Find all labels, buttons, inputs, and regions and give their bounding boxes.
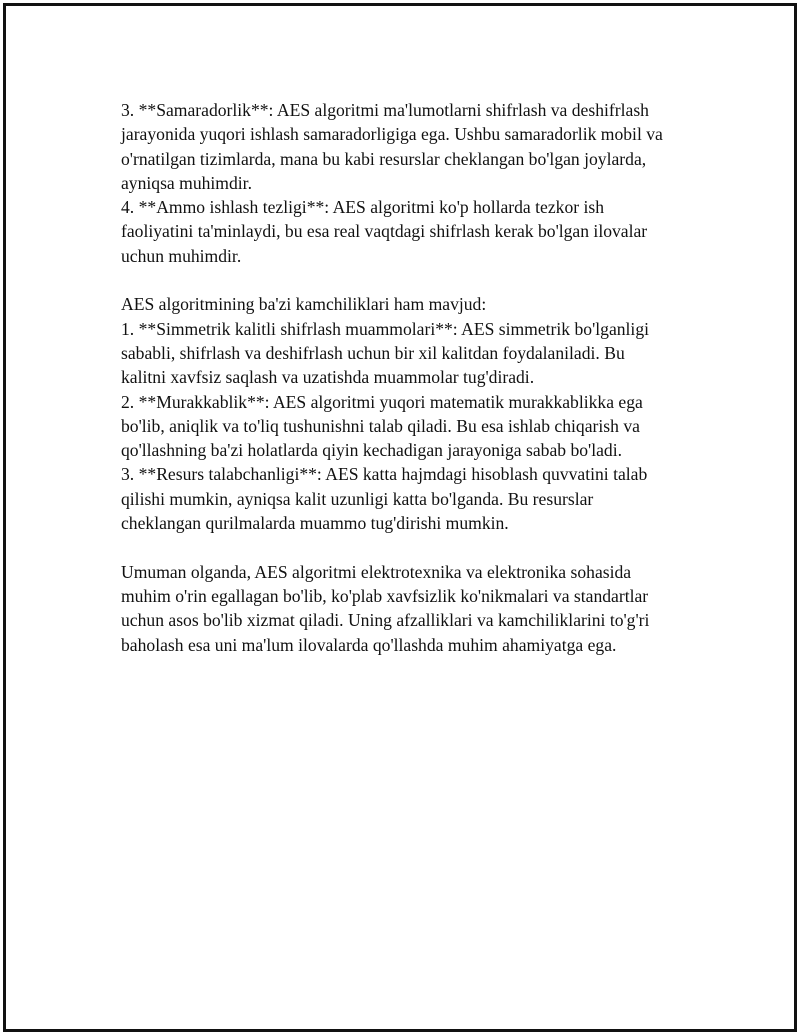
text-line: uchun muhimdir. bbox=[121, 245, 242, 266]
paragraph-conclusion bbox=[121, 560, 701, 657]
text-line: 2. **Murakkablik**: AES algoritmi yuqori matematik murakkablikka ega bbox=[121, 391, 643, 412]
paragraph-spacer bbox=[121, 268, 701, 292]
text-line: 3. **Resurs talabchanligi**: AES katta hajmdagi hisoblash quvvatini talab bbox=[121, 464, 648, 485]
text-line: qilishi mumkin, ayniqsa kalit uzunligi katta bo'lganda. Bu resurslar bbox=[121, 488, 594, 509]
text-line: bo'lib, aniqlik va to'liq tushunishni talab qiladi. Bu esa ishlab chiqarish va bbox=[121, 415, 640, 436]
text-line: qo'llashning ba'zi holatlarda qiyin kechadigan jarayoniga sabab bo'ladi. bbox=[121, 440, 623, 461]
text-line: 1. **Simmetrik kalitli shifrlash muammolari**: AES simmetrik bo'lganligi bbox=[121, 318, 650, 339]
text-line: jarayonida yuqori ishlash samaradorligiga ega. Ushbu samaradorlik mobil va bbox=[121, 124, 663, 145]
paragraph-spacer bbox=[121, 535, 701, 559]
text-line: AES algoritmining ba'zi kamchiliklari ham mavjud: bbox=[121, 294, 487, 315]
text-line: 3. **Samaradorlik**: AES algoritmi ma'lumotlarni shifrlash va deshifrlash bbox=[121, 100, 649, 120]
paragraph-disadvantages bbox=[121, 292, 701, 535]
text-line: o'rnatilgan tizimlarda, mana bu kabi resurslar cheklangan bo'lgan joylarda, bbox=[121, 148, 647, 169]
text-line: kalitni xavfsiz saqlash va uzatishda muammolar tug'diradi. bbox=[121, 367, 535, 388]
text-line: faoliyatini ta'minlaydi, bu esa real vaqtdagi shifrlash kerak bo'lgan ilovalar bbox=[121, 221, 648, 242]
document-page bbox=[3, 3, 797, 1032]
text-line: baholash esa uni ma'lum ilovalarda qo'llashda muhim ahamiyatga ega. bbox=[121, 634, 617, 655]
text-line: cheklangan qurilmalarda muammo tug'dirishi mumkin. bbox=[121, 513, 509, 534]
text-line: muhim o'rin egallagan bo'lib, ko'plab xavfsizlik ko'nikmalari va standartlar bbox=[121, 585, 649, 606]
text-line: 4. **Ammo ishlash tezligi**: AES algoritmi ko'p hollarda tezkor ish bbox=[121, 197, 605, 218]
document-body bbox=[121, 98, 701, 657]
text-line: ayniqsa muhimdir. bbox=[121, 172, 252, 193]
paragraph-advantages-continued bbox=[121, 98, 701, 268]
text-line: uchun asos bo'lib xizmat qiladi. Uning afzalliklari va kamchiliklarini to'g'ri bbox=[121, 610, 650, 631]
text-line: Umuman olganda, AES algoritmi elektrotexnika va elektronika sohasida bbox=[121, 561, 632, 582]
text-line: sababli, shifrlash va deshifrlash uchun bir xil kalitdan foydalaniladi. Bu bbox=[121, 342, 625, 363]
